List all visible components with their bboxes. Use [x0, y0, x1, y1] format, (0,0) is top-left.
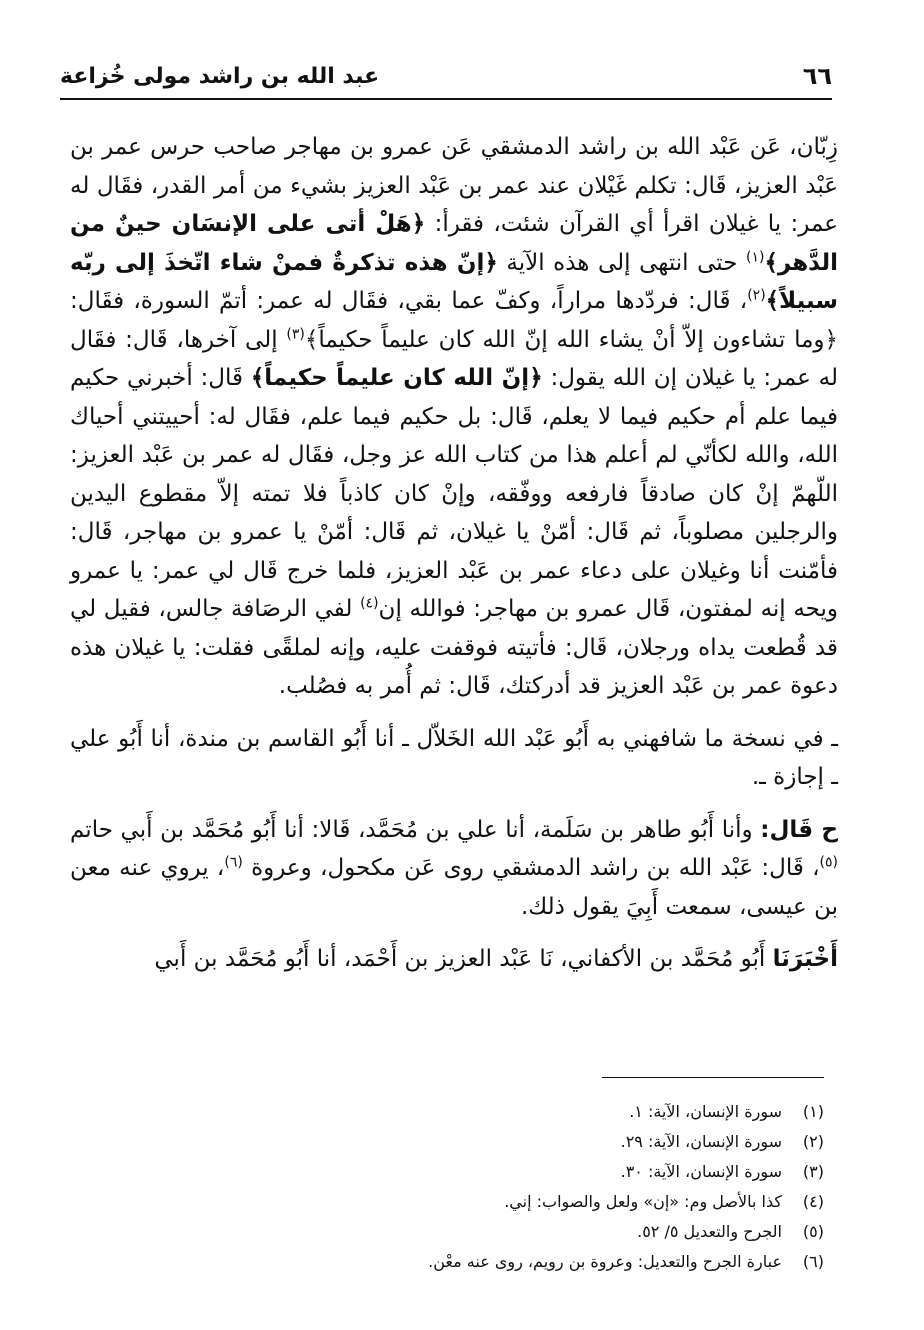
text-run: لفي الرصَافة جالس، فقيل لي قد قُطعت يداه ورجلان، قَال: فأتيته فوقفت عليه، وإنه لملقًى فقلت: يا غيلان هذه دعوة عمر بن عَبْد العزيز قد أدركتك، قَال: ثم أُمر به فصُلب.	[70, 596, 838, 699]
running-title: عبد الله بن راشد مولى خُزاعة	[60, 64, 380, 89]
main-text	[70, 128, 838, 979]
text-run: أَبُو مُحَمَّد بن الأكفاني، نَا عَبْد العزيز بن أَحْمَد، أنا أَبُو مُحَمَّد بن أَبي	[154, 946, 773, 972]
paragraph-akhbarana	[70, 940, 838, 979]
paragraph-isnad: ـ في نسخة ما شافهني به أَبُو عَبْد الله الخَلاّل ـ أنا أَبُو القاسم بن مندة، أنا أَبُو علي ـ إجازة ـ.	[70, 725, 838, 790]
footnote-number: (٣)	[802, 1162, 824, 1181]
footnote-text: سورة الإنسان، الآية: ٣٠.	[620, 1162, 782, 1181]
text-run: ، يروي عنه معن بن عيسى، سمعت أَبِيَ يقول ذلك.	[70, 855, 838, 920]
text-lead: ح قَال:	[760, 816, 838, 843]
footnote-separator	[602, 1077, 824, 1078]
quran-quote: ﴿هَلْ أتى على الإنسَان حينٌ من الدَّهر﴾	[70, 211, 838, 276]
text-run: قَال: أخبرني حكيم فيما علم أم حكيم فيما لا يعلم، قَال: بل حكيم فيما علم، فقَال له: أحييتني أحياك الله، والله لكأنّي لم أعلم هذا من كتاب الله عز وجل، فقَال له عمر بن عَبْد العزيز: اللّهمّ إنْ كان صادقاً فارفعه ووفّقه، وإنْ كان كاذباً فلا تمته إلاّ مقطوع اليدين والرجلين مصلوباً، ثم قَال: أمّنْ يا غيلان، ثم قَال: أمّنْ يا عمرو بن مهاجر، قَال: فأمّنت أنا وغيلان على دعاء عمر بن عَبْد العزيز، فلما خرج قَال لي عمر: يا عمرو ويحه إنه لمفتون، قَال عمرو بن مهاجر: فوالله إن	[70, 365, 839, 622]
text-run: وأنا أَبُو طاهر بن سَلَمة، أنا علي بن مُحَمَّد، قَالا: أنا أَبُو مُحَمَّد بن أَبي حاتم	[70, 816, 761, 843]
footnote	[70, 1187, 824, 1217]
footnotes-list	[70, 1097, 824, 1277]
footnote	[70, 1157, 824, 1187]
footnote-ref: (٤)	[360, 595, 379, 612]
footnote-text: سورة الإنسان، الآية: ١.	[629, 1102, 782, 1121]
footnote-text: كذا بالأصل وم: «إن» ولعل والصواب: إني.	[504, 1192, 782, 1211]
quran-quote: ﴿إنّ الله كان عليماً حكيماً﴾	[250, 365, 543, 391]
page-header	[60, 58, 832, 100]
text-run: إلى آخرها، قَال: فقَال له عمر: يا غيلان إن الله يقول:	[70, 326, 838, 391]
footnote-text: سورة الإنسان، الآية: ٢٩.	[620, 1132, 782, 1151]
footnote-text: الجرح والتعديل ٥/ ٥٢.	[637, 1222, 782, 1241]
footnote-ref: (٦)	[224, 854, 243, 871]
footnote	[70, 1247, 824, 1277]
paragraph-ibn-abi-hatim	[70, 811, 838, 927]
text-run: ، قَال: عَبْد الله بن راشد الدمشقي روى عَن مكحول، وعروة	[242, 855, 820, 881]
footnote-text: عبارة الجرح والتعديل: وعروة بن رويم، روى عنه معْن.	[428, 1252, 782, 1271]
footnote-ref: (٢)	[747, 287, 766, 304]
text-run: حتى انتهى إلى هذه الآية	[497, 249, 746, 276]
footnote	[70, 1217, 824, 1247]
footnote-number: (٥)	[802, 1222, 824, 1241]
paragraph-narration	[70, 128, 838, 706]
text-lead: أَخْبَرَنَا	[772, 946, 838, 972]
footnote-ref: (١)	[745, 248, 765, 265]
footnote-number: (٢)	[802, 1132, 824, 1151]
footnote	[70, 1127, 824, 1157]
quran-quote: ﴿إنّ هذه تذكرةٌ فمنْ شاء اتّخذَ إلى ربّه سبيلاً﴾	[70, 249, 838, 314]
footnote-number: (٤)	[802, 1192, 824, 1211]
text-run: ، قَال: فردّدها مراراً، وكفّ عما بقي، فقَال له عمر: أتمّ السورة، فقَال: ﴿وما تشاءون إلاّ أنْ يشاء الله إنّ الله كان عليماً حكيماً﴾	[70, 288, 838, 353]
page-number: ٦٦	[802, 62, 832, 90]
footnote-number: (٦)	[802, 1252, 824, 1271]
footnote	[70, 1097, 824, 1127]
footnote-ref: (٥)	[819, 854, 839, 871]
footnote-ref: (٣)	[286, 325, 305, 342]
text-run: زِبّان، عَن عَبْد الله بن راشد الدمشقي عَن عمرو بن مهاجر صاحب حرس عمر بن عَبْد العزيز، قَال: تكلم غَيْلان عند عمر بن عَبْد العزيز بشيء من أمر القدر، فقَال له عمر: يا غيلان اقرأ أي القرآن شئت، فقرأ:	[70, 134, 838, 237]
footnote-number: (١)	[802, 1102, 824, 1121]
